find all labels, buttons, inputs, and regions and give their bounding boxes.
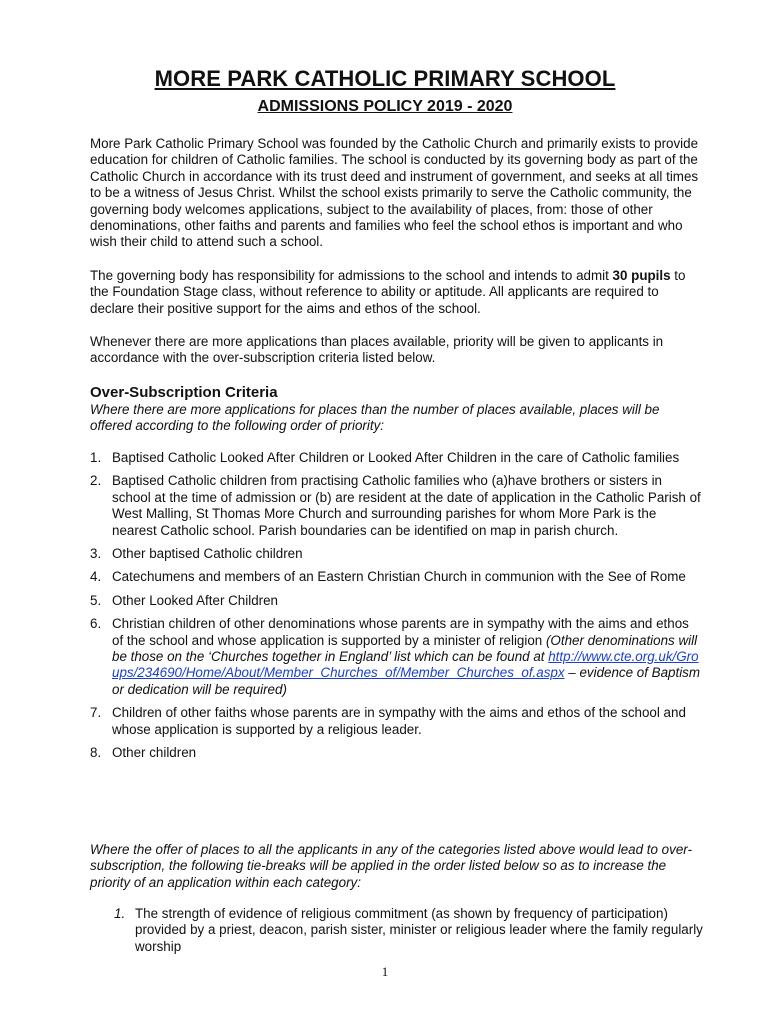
criteria-item	[90, 593, 702, 609]
item-text: Baptised Catholic Looked After Children or Looked After Children in the care of Catholic families	[112, 450, 680, 465]
item-text: Catechumens and members of an Eastern Christian Church in communion with the See of Rome	[112, 569, 686, 585]
criteria-list	[90, 450, 702, 769]
oversubscription-intro: Where there are more applications for places than the number of places available, places will be offered according to the following order of priority:	[90, 402, 660, 434]
item-number: 7.	[90, 705, 102, 721]
item-text: Other children	[112, 745, 197, 761]
criteria-item	[90, 705, 702, 738]
item-number: 1.	[90, 450, 102, 465]
tiebreak-intro: Where the offer of places to all the applicants in any of the categories listed above would lead to over-subscription, the following tie-breaks will be applied in the order listed below so as to increase the priority of an application within each category:	[90, 842, 692, 890]
item-number: 2.	[90, 473, 102, 489]
document-title: MORE PARK CATHOLIC PRIMARY SCHOOL	[154, 66, 616, 91]
criteria-item	[90, 745, 702, 761]
item-number: 4.	[90, 569, 102, 585]
tiebreak-item	[114, 906, 704, 955]
item-italic-note-end: – evidence of Baptism or dedication will be required)	[112, 665, 701, 697]
criteria-item	[90, 569, 702, 585]
page-number: 1	[381, 964, 389, 979]
item-text: Baptised Catholic children from practising Catholic families who (a)have brothers or sisters in school at the time of admission or (b) are resident at the date of application in the Catholic Parish of West Malling, St Thomas More Church and surrounding parishes for whom More Park is the nearest Catholic school. Parish boundaries can be identified on map in parish church.	[112, 473, 701, 538]
criteria-item	[90, 546, 702, 562]
churches-together-link[interactable]: http://www.cte.org.uk/Groups/234690/Home/About/Member_Churches_of/Member_Churches_of.aspx	[112, 649, 699, 681]
criteria-item	[90, 450, 702, 466]
criteria-item	[90, 473, 702, 539]
item-number: 3.	[90, 546, 102, 562]
item-text: The strength of evidence of religious commitment (as shown by frequency of participation) provided by a priest, deacon, parish sister, minister or religious leader where the family regularly worship	[135, 906, 703, 954]
item-number: 5.	[90, 592, 102, 608]
item-number: 8.	[90, 745, 102, 761]
item-number: 6.	[90, 616, 102, 632]
admission-number: 30 pupils	[612, 268, 671, 283]
priority-paragraph: Whenever there are more applications than places available, priority will be given to applicants in accordance with the over-subscription criteria listed below.	[90, 334, 664, 366]
responsibility-text-before: The governing body has responsibility for admissions to the school and intends to admit	[90, 268, 613, 283]
criteria-item	[90, 616, 702, 698]
item-text: Other Looked After Children	[112, 592, 278, 608]
tiebreak-list	[114, 906, 704, 955]
intro-paragraph: More Park Catholic Primary School was founded by the Catholic Church and primarily exists to provide education for children of Catholic families. The school is conducted by its governing body as part of the Catholic Church in accordance with its trust deed and instrument of government, and seeks at all times to be a witness of Jesus Christ. Whilst the school exists primarily to serve the Catholic community, the governing body welcomes applications, subject to the availability of places, from: those of other denominations, other faiths and parents and families who feel the school ethos is important and who wish their child to attend such a school.	[90, 136, 699, 250]
item-text: Other baptised Catholic children	[112, 546, 303, 562]
responsibility-paragraph	[90, 268, 702, 317]
responsibility-text-after: to the Foundation Stage class, without reference to ability or aptitude. All applicants are required to declare their positive support for the aims and ethos of the school.	[90, 268, 686, 316]
item-number: 1.	[114, 906, 126, 921]
document-subtitle: ADMISSIONS POLICY 2019 - 2020	[257, 98, 513, 115]
item-italic-note: (Other denominations will be those on the ‘Churches together in England’ list which can be found at	[112, 632, 698, 665]
item-text: Children of other faiths whose parents are in sympathy with the aims and ethos of the school and whose application is supported by a religious leader.	[112, 705, 686, 737]
item-text: Christian children of other denominations whose parents are in sympathy with the aims and ethos of the school and whose application is supported by a minister of religion	[112, 616, 689, 648]
oversubscription-heading: Over-Subscription Criteria	[90, 384, 278, 401]
